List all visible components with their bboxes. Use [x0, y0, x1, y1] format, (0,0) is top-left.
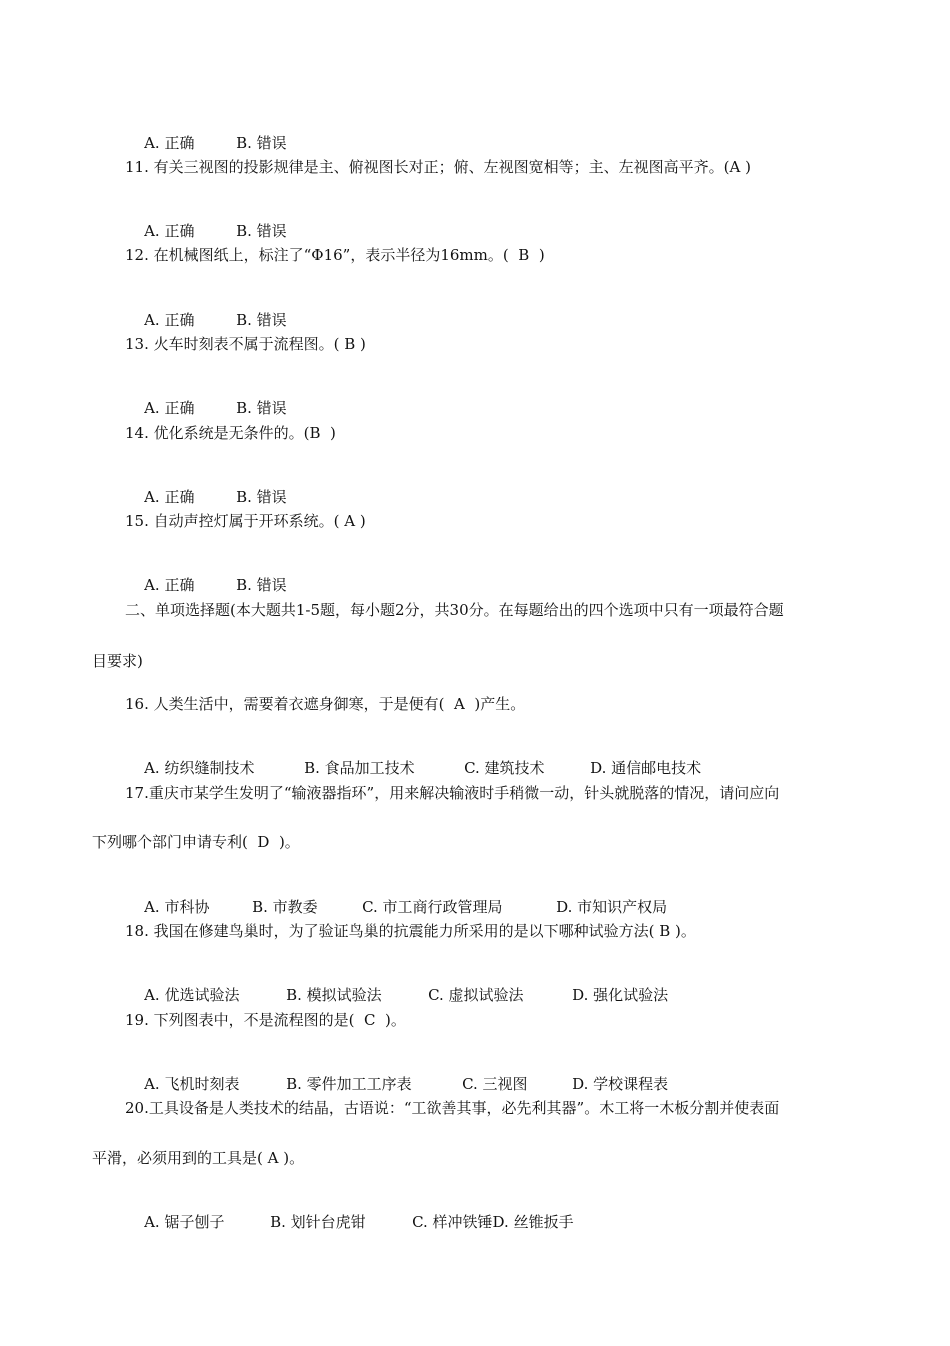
section-heading: 二、单项选择题(本大题共1-5题，每小题2分，共30分。在每题给出的四个选项中只有一项最符合题	[125, 601, 784, 619]
question-17-continued: 下列哪个部门申请专利( D )。	[92, 833, 300, 851]
question-11: 11. 有关三视图的投影规律是主、俯视图长对正；俯、左视图宽相等；主、左视图高平齐。(A )	[125, 158, 751, 176]
question-16: 16. 人类生活中，需要着衣遮身御寒，于是便有( A )产生。	[125, 695, 526, 713]
option-d: D. 通信邮电技术	[590, 759, 702, 777]
option-a: A. 正确	[144, 488, 195, 506]
option-a: A. 市科协	[144, 898, 210, 916]
question-19: 19. 下列图表中，不是流程图的是( C )。	[125, 1011, 406, 1029]
section-heading-continued: 目要求)	[92, 652, 143, 670]
option-a: A. 正确	[144, 134, 195, 152]
option-b: B. 错误	[236, 576, 287, 594]
option-d: D. 学校课程表	[572, 1075, 669, 1093]
option-c: C. 建筑技术	[464, 759, 545, 777]
option-c: C. 虚拟试验法	[428, 986, 524, 1004]
option-a: A. 正确	[144, 311, 195, 329]
option-b: B. 错误	[236, 222, 287, 240]
question-17: 17.重庆市某学生发明了“输液器指环”，用来解决输液时手稍微一动，针头就脱落的情况，请问应向	[125, 784, 780, 802]
option-a: A. 纺织缝制技术	[144, 759, 255, 777]
option-b: B. 食品加工技术	[304, 759, 415, 777]
question-12: 12. 在机械图纸上，标注了“Φ16”，表示半径为16mm。( B )	[125, 246, 545, 264]
option-b: B. 划针台虎钳	[270, 1213, 366, 1231]
option-b: B. 错误	[236, 134, 287, 152]
option-b: B. 模拟试验法	[286, 986, 382, 1004]
option-b: B. 错误	[236, 488, 287, 506]
answer-options	[125, 1192, 574, 1252]
option-b: B. 零件加工工序表	[286, 1075, 412, 1093]
option-b: B. 错误	[236, 399, 287, 417]
question-14: 14. 优化系统是无条件的。(B )	[125, 424, 336, 442]
question-20-continued: 平滑，必须用到的工具是( A )。	[92, 1149, 305, 1167]
question-18: 18. 我国在修建鸟巢时，为了验证鸟巢的抗震能力所采用的是以下哪种试验方法( B )。	[125, 922, 696, 940]
option-c: C. 市工商行政管理局	[362, 898, 503, 916]
question-15: 15. 自动声控灯属于开环系统。( A )	[125, 512, 366, 530]
option-d: D. 市知识产权局	[556, 898, 668, 916]
question-13: 13. 火车时刻表不属于流程图。( B )	[125, 335, 366, 353]
option-c: C. 三视图	[462, 1075, 528, 1093]
option-b: B. 市教委	[252, 898, 318, 916]
option-b: B. 错误	[236, 311, 287, 329]
option-a: A. 优选试验法	[144, 986, 240, 1004]
option-a: A. 飞机时刻表	[144, 1075, 240, 1093]
option-a: A. 正确	[144, 399, 195, 417]
option-a: A. 锯子刨子	[144, 1213, 225, 1231]
option-a: A. 正确	[144, 222, 195, 240]
option-c-d: C. 样冲铁锤D. 丝锥扳手	[412, 1213, 574, 1231]
question-20: 20.工具设备是人类技术的结晶，古语说：“工欲善其事，必先利其器”。木工将一木板分割并使表面	[125, 1099, 780, 1117]
option-a: A. 正确	[144, 576, 195, 594]
option-d: D. 强化试验法	[572, 986, 669, 1004]
